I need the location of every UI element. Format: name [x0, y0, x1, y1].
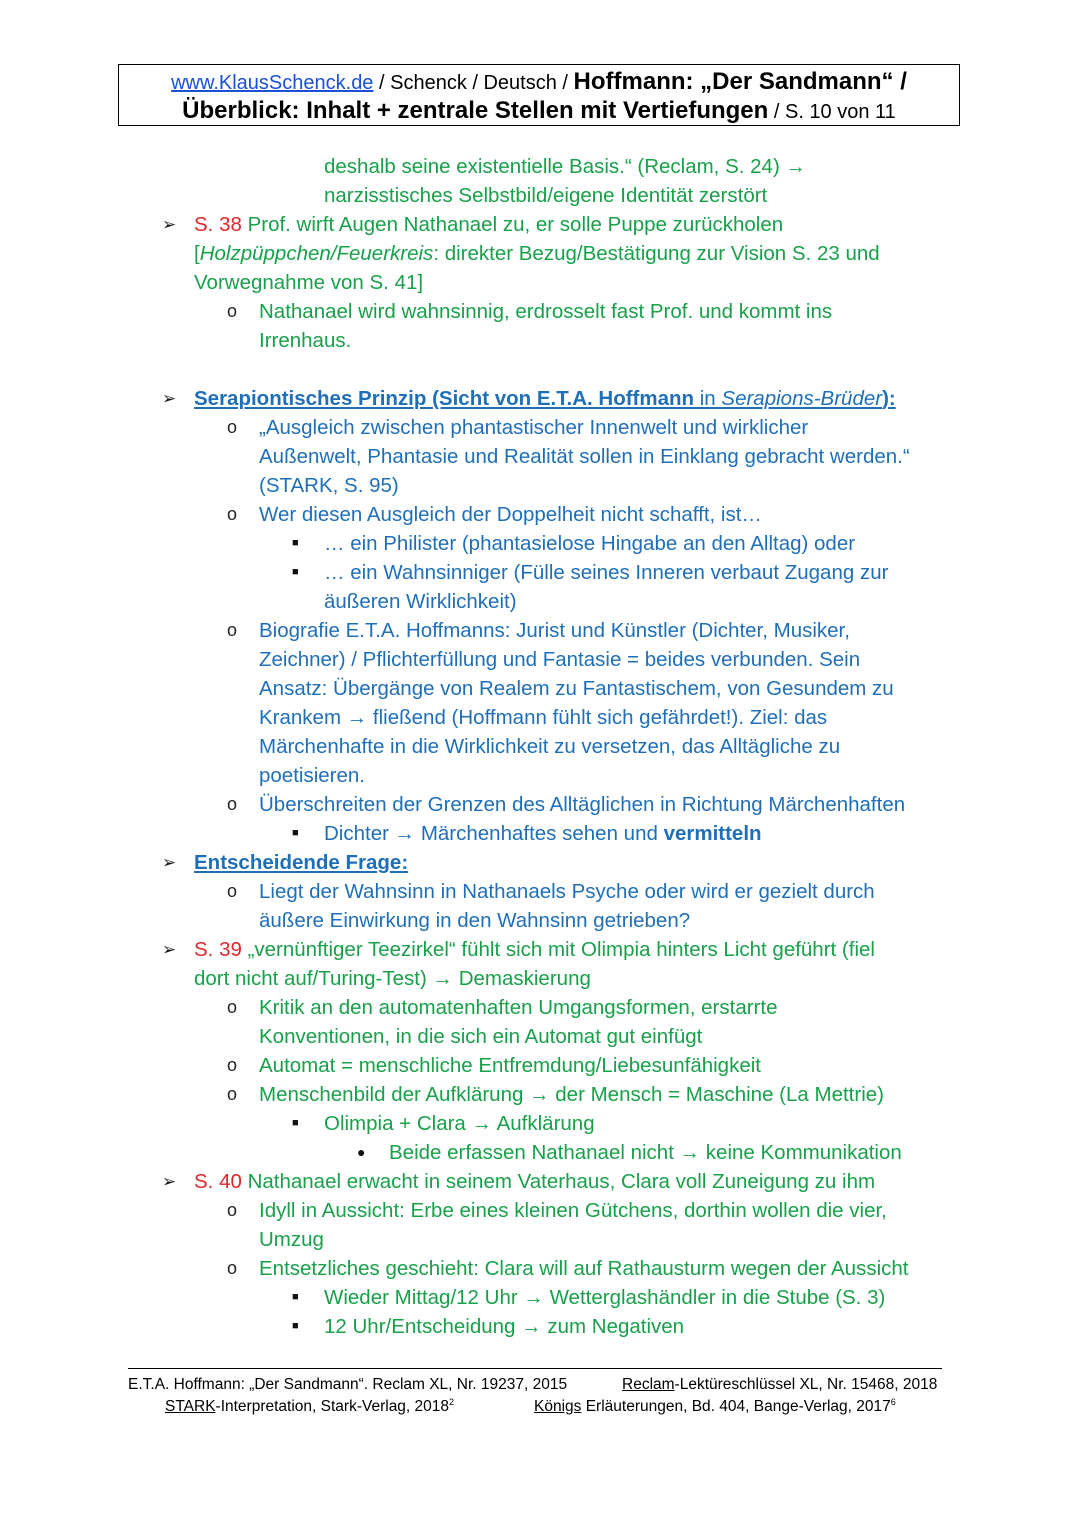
sub-sub-bullet: ■ … ein Wahnsinniger (Fülle seines Inneren verbaut Zugang zur	[0, 558, 1080, 587]
footer-source-reclam: E.T.A. Hoffmann: „Der Sandmann“. Reclam XL, Nr. 19237, 2015	[128, 1376, 568, 1393]
bullet-frage	[0, 848, 1080, 877]
text-line: Vorwegnahme von S. 41]	[194, 271, 424, 294]
text-line: narzisstisches Selbstbild/eigene Identität zerstört	[324, 184, 768, 207]
text-line: poetisieren.	[259, 764, 365, 787]
sub-bullet: o Menschenbild der Aufklärung → der Mensch = Maschine (La Mettrie)	[0, 1080, 1080, 1109]
text-line: äußere Einwirkung in den Wahnsinn getrieben?	[259, 909, 691, 932]
bullet-s38: ➢ S. 38 Prof. wirft Augen Nathanael zu, er solle Puppe zurückholen	[0, 210, 1080, 239]
footer-line-1	[0, 1374, 1080, 1396]
site-link[interactable]: www.KlausSchenck.de	[171, 72, 374, 94]
sub-sub-bullet: ■ 12 Uhr/Entscheidung → zum Negativen	[0, 1312, 1080, 1341]
header-line-2	[119, 97, 959, 126]
text-line: [Holzpüppchen/Feuerkreis: direkter Bezug/Bestätigung zur Vision S. 23 und	[194, 242, 880, 265]
circle-bullet-icon: o	[227, 1200, 238, 1220]
circle-bullet-icon: o	[227, 620, 238, 640]
footer-source-lektuere: Reclam-Lektüreschlüssel XL, Nr. 15468, 2018	[622, 1376, 938, 1393]
arrow-bullet-icon: ➢	[162, 389, 177, 408]
sub-sub-sub-bullet: ● Beide erfassen Nathanael nicht → keine Kommunikation	[0, 1138, 1080, 1167]
bullet-s39: ➢ S. 39 „vernünftiger Teezirkel“ fühlt sich mit Olimpia hinters Licht geführt (fiel	[0, 935, 1080, 964]
circle-bullet-icon: o	[227, 1084, 238, 1104]
section-heading: Serapiontisches Prinzip (Sicht von E.T.A. Hoffmann	[194, 387, 695, 410]
bullet-s40: ➢ S. 40 Nathanael erwacht in seinem Vaterhaus, Clara voll Zuneigung zu ihm	[0, 1167, 1080, 1196]
header-title-1: Hoffmann: „Der Sandmann“ /	[573, 68, 907, 95]
text-line: Ansatz: Übergänge von Realem zu Fantastischem, von Gesundem zu	[259, 677, 894, 700]
sub-bullet: o Entsetzliches geschieht: Clara will auf Rathausturm wegen der Aussicht	[0, 1254, 1080, 1283]
text-line: Märchenhafte in die Wirklichkeit zu versetzen, das Alltägliche zu	[259, 735, 841, 758]
sub-sub-bullet: ■ … ein Philister (phantasielose Hingabe an den Alltag) oder	[0, 529, 1080, 558]
footer-divider	[128, 1368, 942, 1369]
circle-bullet-icon: o	[227, 881, 238, 901]
sub-bullet: o Automat = menschliche Entfremdung/Liebesunfähigkeit	[0, 1051, 1080, 1080]
page-footer	[0, 1374, 1080, 1418]
header-path: / Schenck / Deutsch /	[373, 72, 574, 94]
text-line: äußeren Wirklichkeit)	[324, 590, 517, 613]
text-line: Krankem → fließend (Hoffmann fühlt sich gefährdet!). Ziel: das	[259, 706, 828, 729]
circle-bullet-icon: o	[227, 417, 238, 437]
sub-bullet: o Idyll in Aussicht: Erbe eines kleinen Gütchens, dorthin wollen die vier,	[0, 1196, 1080, 1225]
text-line: Irrenhaus.	[259, 329, 352, 352]
header-title-2: Überblick: Inhalt + zentrale Stellen mit Vertiefungen	[182, 97, 769, 124]
sub-bullet: o Biografie E.T.A. Hoffmanns: Jurist und Künstler (Dichter, Musiker,	[0, 616, 1080, 645]
arrow-bullet-icon: ➢	[162, 940, 177, 959]
header-line-1	[119, 68, 959, 97]
sub-bullet: o Liegt der Wahnsinn in Nathanaels Psyche oder wird er gezielt durch	[0, 877, 1080, 906]
footer-source-koenigs: Königs Erläuterungen, Bd. 404, Bange-Verlag, 2017$^6$	[534, 1396, 896, 1415]
circle-bullet-icon: o	[227, 504, 238, 524]
text-line: Umzug	[259, 1228, 324, 1251]
square-bullet-icon: ■	[292, 1117, 299, 1129]
sub-bullet: o Kritik an den automatenhaften Umgangsformen, erstarrte	[0, 993, 1080, 1022]
circle-bullet-icon: o	[227, 1055, 238, 1075]
square-bullet-icon: ■	[292, 566, 299, 578]
section-heading: Entscheidende Frage:	[194, 851, 409, 874]
page-ref: S. 40	[194, 1170, 242, 1193]
arrow-bullet-icon: ➢	[162, 215, 177, 234]
circle-bullet-icon: o	[227, 794, 238, 814]
square-bullet-icon: ■	[292, 1320, 299, 1332]
text-line: Zeichner) / Pflichterfüllung und Fantasie = beides verbunden. Sein	[259, 648, 861, 671]
sub-sub-bullet: ■ Dichter → Märchenhaftes sehen und vermitteln	[0, 819, 1080, 848]
bullet-serapiontisch: ➢ Serapiontisches Prinzip (Sicht von E.T.A. Hoffmann in Serapions-Brüder):	[0, 384, 1080, 413]
sub-bullet: o Nathanael wird wahnsinnig, erdrosselt fast Prof. und kommt ins	[0, 297, 1080, 326]
text-line: deshalb seine existentielle Basis.“ (Reclam, S. 24) →	[324, 155, 806, 178]
sub-bullet: o „Ausgleich zwischen phantastischer Innenwelt und wirklicher	[0, 413, 1080, 442]
spacer	[0, 355, 1080, 384]
circle-bullet-icon: o	[227, 301, 238, 321]
header-page-number: / S. 10 von 11	[768, 101, 896, 123]
square-bullet-icon: ■	[292, 827, 299, 839]
footer-line-2	[0, 1396, 1080, 1418]
text-line: (STARK, S. 95)	[259, 474, 399, 497]
sub-sub-bullet: ■ Olimpia + Clara → Aufklärung	[0, 1109, 1080, 1138]
sub-bullet: o Überschreiten der Grenzen des Alltäglichen in Richtung Märchenhaften	[0, 790, 1080, 819]
arrow-bullet-icon: ➢	[162, 853, 177, 872]
sub-bullet: o Wer diesen Ausgleich der Doppelheit nicht schafft, ist…	[0, 500, 1080, 529]
square-bullet-icon: ■	[292, 537, 299, 549]
circle-bullet-icon: o	[227, 997, 238, 1017]
text-line: Konventionen, in die sich ein Automat gut einfügt	[259, 1025, 703, 1048]
page-header	[118, 64, 960, 126]
footer-source-stark: STARK-Interpretation, Stark-Verlag, 2018$^2$	[165, 1396, 455, 1415]
page-ref: S. 38	[194, 213, 242, 236]
text-line: dort nicht auf/Turing-Test) → Demaskierung	[194, 967, 591, 990]
text-line: Außenwelt, Phantasie und Realität sollen in Einklang gebracht werden.“	[259, 445, 910, 468]
square-bullet-icon: ■	[292, 1291, 299, 1303]
arrow-bullet-icon: ➢	[162, 1172, 177, 1191]
sub-sub-bullet: ■ Wieder Mittag/12 Uhr → Wetterglashändler in die Stube (S. 3)	[0, 1283, 1080, 1312]
document-body	[0, 152, 1080, 1341]
page-ref: S. 39	[194, 938, 242, 961]
circle-bullet-icon: o	[227, 1258, 238, 1278]
dot-bullet-icon: ●	[357, 1144, 366, 1160]
